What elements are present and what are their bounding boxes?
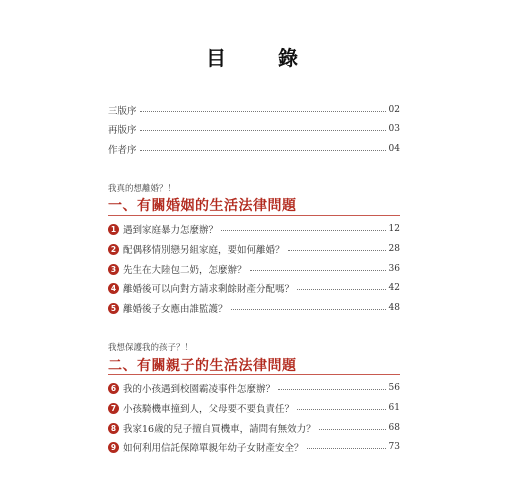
leader-dots [297, 409, 386, 410]
toc-row-item-5[interactable] [108, 301, 400, 315]
toc-label: 作者序 [108, 145, 137, 156]
item-number-badge: 8 [108, 423, 119, 434]
toc-page-number: 28 [388, 244, 400, 254]
toc-page-number: 36 [388, 264, 400, 274]
leader-dots [319, 429, 386, 430]
item-number-badge: 7 [108, 403, 119, 414]
leader-dots [250, 270, 386, 271]
item-number-badge: 2 [108, 244, 119, 255]
toc-page-number: 03 [388, 124, 400, 134]
toc-label: 先生在大陸包二奶，怎麼辦？ [123, 265, 247, 276]
toc-label: 再版序 [108, 125, 137, 136]
leader-dots [297, 289, 386, 290]
toc-page-number: 02 [388, 105, 400, 115]
toc-page-number: 12 [388, 224, 400, 234]
section-rule [108, 215, 400, 216]
item-number-badge: 9 [108, 442, 119, 453]
item-number-badge: 1 [108, 224, 119, 235]
toc-label: 三版序 [108, 106, 137, 117]
toc-label: 如何利用信託保障單親年幼子女財產安全？ [123, 443, 304, 454]
leader-dots [221, 230, 386, 231]
leader-dots [140, 111, 386, 112]
item-number-badge: 6 [108, 383, 119, 394]
toc-row-item-2[interactable] [108, 242, 400, 256]
toc-label: 離婚後子女應由誰監護？ [123, 304, 228, 315]
toc-label: 我的小孩遇到校園霸凌事件怎麼辦？ [123, 384, 276, 395]
leader-dots [140, 150, 386, 151]
toc-page-number: 04 [388, 144, 400, 154]
item-number-badge: 3 [108, 264, 119, 275]
toc-label: 我家16歲的兒子擅自買機車，請問有無效力？ [123, 424, 316, 435]
toc-row-preface-3[interactable] [108, 103, 400, 117]
toc-row-item-7[interactable] [108, 401, 400, 415]
toc-row-author-preface[interactable] [108, 142, 400, 156]
section-heading: 一、有關婚姻的生活法律問題 [108, 198, 297, 214]
toc-label: 配偶移情別戀另組家庭，要如何離婚？ [123, 245, 285, 256]
toc-label: 離婚後可以向對方請求剩餘財產分配嗎？ [123, 284, 295, 295]
toc-row-item-8[interactable] [108, 421, 400, 435]
section-intro: 我想保護我的孩子？！ [108, 343, 194, 353]
leader-dots [140, 130, 386, 131]
toc-page-number: 73 [388, 442, 400, 452]
section-intro: 我真的想離婚？！ [108, 184, 177, 194]
section-heading: 二、有關親子的生活法律問題 [108, 358, 297, 374]
leader-dots [278, 389, 386, 390]
item-number-badge: 4 [108, 283, 119, 294]
toc-row-item-1[interactable] [108, 222, 400, 236]
toc-row-item-4[interactable] [108, 281, 400, 295]
toc-row-item-3[interactable] [108, 262, 400, 276]
toc-page-number: 48 [388, 303, 400, 313]
leader-dots [231, 309, 386, 310]
toc-row-item-9[interactable] [108, 440, 400, 454]
leader-dots [288, 250, 386, 251]
page-title: 目 錄 [206, 46, 314, 70]
toc-label: 遇到家庭暴力怎麼辦？ [123, 225, 219, 236]
item-number-badge: 5 [108, 303, 119, 314]
toc-label: 小孩騎機車撞到人，父母要不要負責任？ [123, 404, 295, 415]
toc-page-number: 56 [388, 383, 400, 393]
section-rule [108, 374, 400, 375]
leader-dots [307, 448, 386, 449]
toc-page-number: 68 [388, 423, 400, 433]
toc-row-preface-2[interactable] [108, 122, 400, 136]
toc-page-number: 42 [388, 283, 400, 293]
toc-page-number: 61 [388, 403, 400, 413]
toc-row-item-6[interactable] [108, 381, 400, 395]
